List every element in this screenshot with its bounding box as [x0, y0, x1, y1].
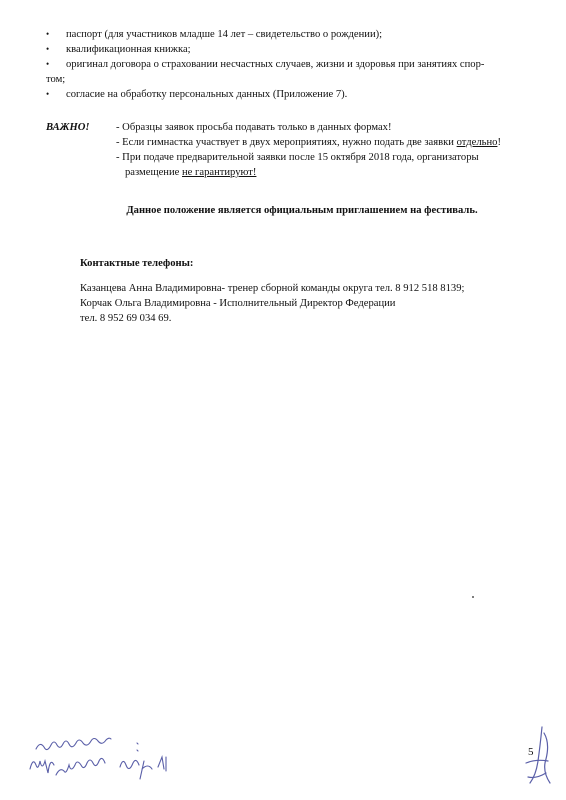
list-item	[44, 27, 534, 42]
list-item	[44, 57, 534, 72]
official-invitation-note: Данное положение является официальным приглашением на фестиваль.	[126, 205, 478, 216]
page-number: 5	[528, 746, 534, 758]
list-item-text: согласие на обработку персональных данных (Приложение 7).	[66, 89, 348, 100]
initials-mark	[518, 723, 554, 787]
list-item-text: оригинал договора о страховании несчастных случаев, жизни и здоровья при занятиях спор-	[66, 59, 485, 70]
underlined-text: отдельно	[456, 137, 498, 148]
scan-speck	[472, 596, 474, 598]
important-line: - При подаче предварительной заявки после 15 октября 2018 года, организаторы	[116, 152, 479, 163]
important-line-text: размещение	[125, 167, 182, 178]
important-label: ВАЖНО!	[46, 122, 90, 133]
contacts-title: Контактные телефоны:	[80, 258, 194, 269]
important-lines	[116, 120, 546, 180]
list-item	[44, 87, 534, 102]
important-line-text: - Если гимнастка участвует в двух мероприятиях, нужно подать две заявки	[116, 137, 457, 148]
contact-line: Корчак Ольга Владимировна - Исполнительный Директор Федерации	[80, 298, 396, 309]
important-line-text: !	[497, 137, 501, 148]
important-line	[116, 165, 546, 180]
contacts-block	[80, 281, 520, 326]
contact-line: тел. 8 952 69 034 69.	[80, 313, 172, 324]
list-item	[44, 42, 534, 57]
bullet-icon: •	[46, 29, 50, 39]
bullet-icon: •	[46, 44, 50, 54]
bullet-icon: •	[46, 89, 50, 99]
list-item-text: квалификационная книжка;	[66, 44, 191, 55]
bullet-icon: •	[46, 59, 50, 69]
contact-line: Казанцева Анна Владимировна- тренер сборной команды округа тел. 8 912 518 8139;	[80, 283, 465, 294]
handwritten-signature	[26, 727, 206, 787]
underlined-text: не гарантируют!	[182, 167, 257, 178]
requirements-list	[44, 27, 534, 102]
list-item-text: паспорт (для участников младше 14 лет – свидетельство о рождении);	[66, 29, 383, 40]
important-line: - Образцы заявок просьба подавать только в данных формах!	[116, 122, 392, 133]
important-line	[116, 135, 546, 150]
list-item-continuation: том;	[46, 74, 66, 85]
